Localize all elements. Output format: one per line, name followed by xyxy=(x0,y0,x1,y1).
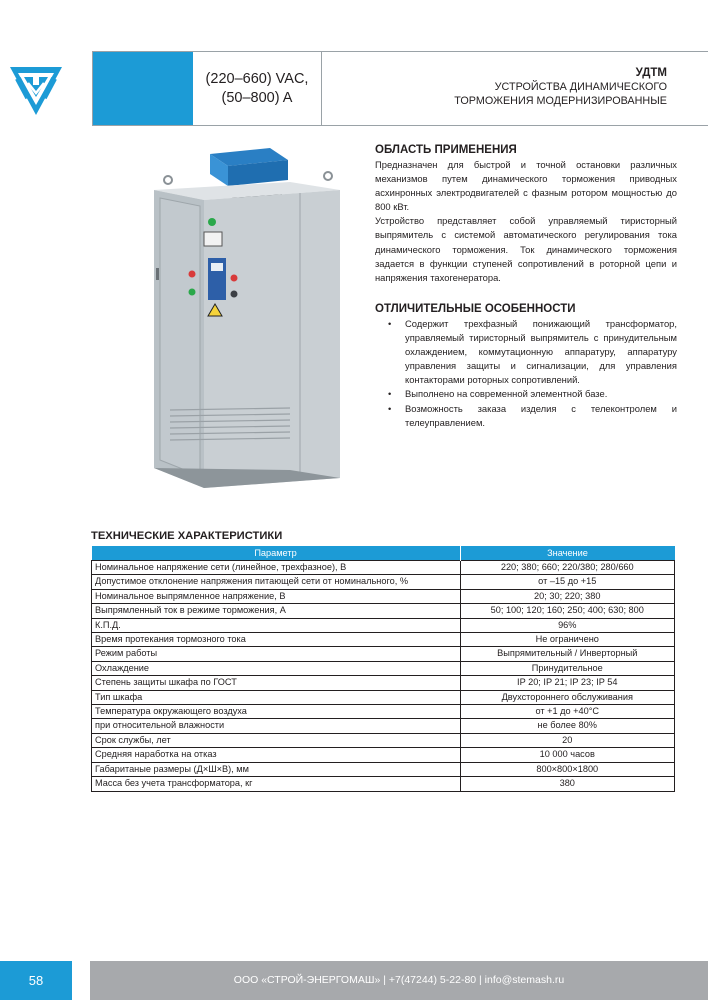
value-cell: 20; 30; 220; 380 xyxy=(460,589,674,603)
value-cell: Принудительное xyxy=(460,661,674,675)
table-row xyxy=(92,705,675,719)
table-row xyxy=(92,777,675,791)
application-title: ОБЛАСТЬ ПРИМЕНЕНИЯ xyxy=(375,144,517,156)
application-paragraph: Устройство представляет собой управляемый тиристорный выпрямитель с системой автоматического регулирования тока динамического торможения. Ток динамического торможения задается в функции ступеней сопротивлений в роторной цепи и напряжения тахогенератора. xyxy=(375,215,677,283)
param-cell: Номинальное выпрямленное напряжение, В xyxy=(92,589,461,603)
param-cell: Масса без учета трансформатора, кг xyxy=(92,777,461,791)
features-list xyxy=(375,317,677,430)
value-cell: не более 80% xyxy=(460,719,674,733)
table-row xyxy=(92,633,675,647)
value-cell: от +1 до +40°С xyxy=(460,705,674,719)
param-cell: К.П.Д. xyxy=(92,618,461,632)
table-header-row xyxy=(92,546,675,561)
value-cell: от –15 до +15 xyxy=(460,575,674,589)
param-cell: Номинальное напряжение сети (линейное, трехфазное), В xyxy=(92,561,461,575)
value-cell: 50; 100; 120; 160; 250; 400; 630; 800 xyxy=(460,604,674,618)
header-ratings xyxy=(193,70,321,108)
header-product-title xyxy=(330,66,667,108)
table-row xyxy=(92,561,675,575)
param-cell: Срок службы, лет xyxy=(92,733,461,747)
value-cell: 20 xyxy=(460,733,674,747)
table-row xyxy=(92,647,675,661)
column-header-value: Значение xyxy=(460,546,674,561)
header-divider xyxy=(321,51,322,126)
cabinet-product-image xyxy=(140,138,360,498)
table-row xyxy=(92,748,675,762)
table-row xyxy=(92,618,675,632)
table-row xyxy=(92,762,675,776)
value-cell: 96% xyxy=(460,618,674,632)
value-cell: 10 000 часов xyxy=(460,748,674,762)
param-cell: Режим работы xyxy=(92,647,461,661)
footer-contacts: ООО «СТРОЙ-ЭНЕРГОМАШ» | +7(47244) 5-22-80 | info@stemash.ru xyxy=(233,974,565,986)
feature-item: • Содержит трехфазный понижающий трансформатор, управляемый тиристорный выпрямитель с принудительным охлаждением, коммутационную аппаратуру, аппаратуру управления защиты и сигнализации, для управления контакторами роторных сопротивлений. xyxy=(375,317,677,387)
value-cell: 800×800×1800 xyxy=(460,762,674,776)
param-cell: Время протекания тормозного тока xyxy=(92,633,461,647)
features-title: ОТЛИЧИТЕЛЬНЫЕ ОСОБЕННОСТИ xyxy=(375,303,576,315)
param-cell: Выпрямленный ток в режиме торможения, А xyxy=(92,604,461,618)
table-row xyxy=(92,604,675,618)
tech-table-body xyxy=(92,561,675,792)
product-code: УДТМ xyxy=(635,67,667,79)
header-voltage-range: (220–660) VAC, xyxy=(205,71,309,87)
company-emblem-icon xyxy=(6,63,66,119)
tech-table xyxy=(91,546,675,792)
value-cell: Двухстороннего обслуживания xyxy=(460,690,674,704)
value-cell: 380 xyxy=(460,777,674,791)
application-section xyxy=(375,143,677,285)
value-cell: Выпрямительный / Инверторный xyxy=(460,647,674,661)
table-row xyxy=(92,676,675,690)
param-cell: Тип шкафа xyxy=(92,690,461,704)
page-number: 58 xyxy=(28,973,44,988)
table-row xyxy=(92,733,675,747)
feature-item: • Возможность заказа изделия с телеконтролем и телеуправлением. xyxy=(375,402,677,430)
value-cell: 220; 380; 660; 220/380; 280/660 xyxy=(460,561,674,575)
param-cell: Охлаждение xyxy=(92,661,461,675)
param-cell: Средняя наработка на отказ xyxy=(92,748,461,762)
tech-title: ТЕХНИЧЕСКИЕ ХАРАКТЕРИСТИКИ xyxy=(91,530,283,542)
features-section xyxy=(375,302,677,430)
table-row xyxy=(92,575,675,589)
param-cell: Степень защиты шкафа по ГОСТ xyxy=(92,676,461,690)
product-name-line1: УСТРОЙСТВА ДИНАМИЧЕСКОГО xyxy=(494,81,667,93)
table-row xyxy=(92,719,675,733)
table-row xyxy=(92,690,675,704)
param-cell: Температура окружающего воздуха xyxy=(92,705,461,719)
feature-item: • Выполнено на современной элементной базе. xyxy=(375,387,677,401)
param-cell: Габаританые размеры (Д×Ш×В), мм xyxy=(92,762,461,776)
column-header-param: Параметр xyxy=(92,546,461,561)
product-name-line2: ТОРМОЖЕНИЯ МОДЕРНИЗИРОВАННЫЕ xyxy=(454,95,667,107)
header-current-range: (50–800) A xyxy=(221,90,293,106)
value-cell: Не ограничено xyxy=(460,633,674,647)
table-row xyxy=(92,661,675,675)
table-row xyxy=(92,589,675,603)
param-cell: Допустимое отклонение напряжения питающей сети от номинального, % xyxy=(92,575,461,589)
application-paragraph: Предназначен для быстрой и точной остановки различных механизмов путем динамического торможения приводных асхинронных электродвигателей с фазным ротором мощностью до 800 кВт. xyxy=(375,159,677,213)
value-cell: IP 20; IP 21; IP 23; IP 54 xyxy=(460,676,674,690)
param-cell: при относительной влажности xyxy=(92,719,461,733)
